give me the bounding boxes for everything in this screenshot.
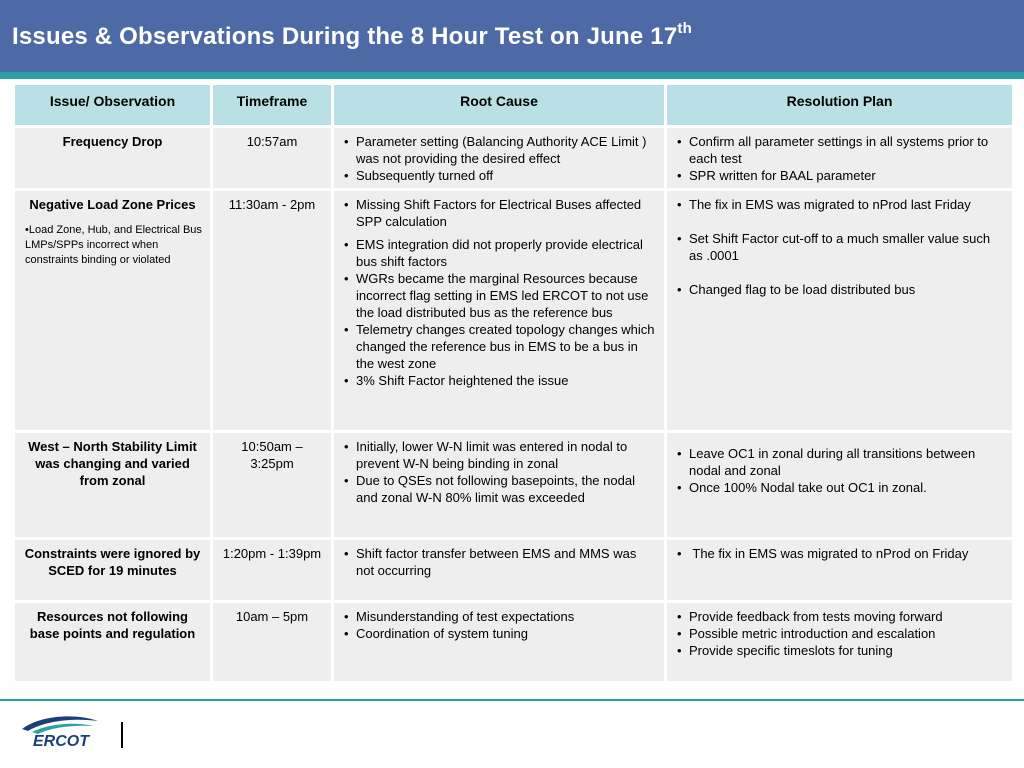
table-row <box>15 128 1012 188</box>
ercot-logo <box>18 712 104 752</box>
timeframe-cell: 1:20pm - 1:39pm <box>213 540 331 600</box>
root-cause-cell <box>334 191 664 430</box>
resolution-item: • Leave OC1 in zonal during all transitions between nodal and zonal <box>673 445 1006 479</box>
root-cause-item: • Due to QSEs not following basepoints, the nodal and zonal W-N 80% limit was exceeded <box>340 472 658 506</box>
resolution-cell <box>667 603 1012 681</box>
root-cause-cell <box>334 128 664 188</box>
root-cause-item: • WGRs became the marginal Resources because incorrect flag setting in EMS led ERCOT to not use the load distributed bus as the reference bus <box>340 270 658 321</box>
issue-cell <box>15 540 210 600</box>
footer-vertical-divider <box>121 722 123 748</box>
slide-title-superscript: th <box>677 20 692 37</box>
root-cause-cell <box>334 433 664 537</box>
issues-table <box>12 82 1015 684</box>
footer-divider-line <box>0 699 1024 701</box>
resolution-item: • Possible metric introduction and escalation <box>673 625 1006 642</box>
issue-cell <box>15 603 210 681</box>
resolution-item: • Provide specific timeslots for tuning <box>673 642 1006 659</box>
issue-title: West – North Stability Limit was changing and varied from zonal <box>28 439 197 488</box>
issue-note: •Load Zone, Hub, and Electrical Bus LMPs/SPPs incorrect when constraints binding or violated <box>25 224 202 266</box>
issue-title: Constraints were ignored by SCED for 19 minutes <box>24 546 201 578</box>
table-row <box>15 540 1012 600</box>
resolution-item: • Changed flag to be load distributed bus <box>673 281 1006 298</box>
root-cause-item: • Coordination of system tuning <box>340 625 658 642</box>
slide-title <box>12 22 692 51</box>
header-accent-stripe <box>0 72 1024 79</box>
resolution-item: • Set Shift Factor cut-off to a much smaller value such as .0001 <box>673 230 1006 264</box>
table-header-row <box>15 85 1012 125</box>
table-row <box>15 433 1012 537</box>
root-cause-item: • Initially, lower W-N limit was entered in nodal to prevent W-N being binding in zonal <box>340 438 658 472</box>
resolution-item: • Provide feedback from tests moving forward <box>673 608 1006 625</box>
slide-title-text: Issues & Observations During the 8 Hour Test on June 17 <box>12 23 678 50</box>
header-resolution-plan: Resolution Plan <box>667 85 1012 125</box>
timeframe-cell: 11:30am - 2pm <box>213 191 331 430</box>
timeframe-cell: 10am – 5pm <box>213 603 331 681</box>
header-root-cause: Root Cause <box>334 85 664 125</box>
root-cause-item: • Parameter setting (Balancing Authority ACE Limit ) was not providing the desired effect <box>340 133 658 167</box>
ercot-logo-icon <box>18 712 104 752</box>
issue-title: Negative Load Zone Prices <box>29 197 196 212</box>
root-cause-cell <box>334 540 664 600</box>
resolution-item: • Confirm all parameter settings in all systems prior to each test <box>673 133 1006 167</box>
root-cause-item: • EMS integration did not properly provide electrical bus shift factors <box>340 236 658 270</box>
root-cause-item: • 3% Shift Factor heightened the issue <box>340 372 658 389</box>
header-issue: Issue/ Observation <box>15 85 210 125</box>
root-cause-item: • Missing Shift Factors for Electrical Buses affected SPP calculation <box>340 196 658 230</box>
timeframe-cell: 10:50am – 3:25pm <box>213 433 331 537</box>
table-row <box>15 191 1012 430</box>
table-row <box>15 603 1012 681</box>
resolution-cell <box>667 433 1012 537</box>
resolution-item: • The fix in EMS was migrated to nProd last Friday <box>673 196 1006 213</box>
root-cause-item: • Misunderstanding of test expectations <box>340 608 658 625</box>
resolution-item: • The fix in EMS was migrated to nProd on Friday <box>673 545 1006 562</box>
issue-title: Resources not following base points and regulation <box>29 609 196 641</box>
root-cause-cell <box>334 603 664 681</box>
issue-title: Frequency Drop <box>62 134 163 149</box>
root-cause-item: • Shift factor transfer between EMS and MMS was not occurring <box>340 545 658 579</box>
issue-cell <box>15 433 210 537</box>
resolution-item: • Once 100% Nodal take out OC1 in zonal. <box>673 479 1006 496</box>
resolution-cell <box>667 128 1012 188</box>
title-bar <box>0 0 1024 72</box>
logo-wordmark: ERCOT <box>33 733 89 750</box>
timeframe-cell: 10:57am <box>213 128 331 188</box>
resolution-cell <box>667 540 1012 600</box>
root-cause-item: • Telemetry changes created topology changes which changed the reference bus in EMS to be a bus in the west zone <box>340 321 658 372</box>
resolution-item: • SPR written for BAAL parameter <box>673 167 1006 184</box>
header-timeframe: Timeframe <box>213 85 331 125</box>
root-cause-item: • Subsequently turned off <box>340 167 658 184</box>
issue-cell <box>15 191 210 430</box>
resolution-cell <box>667 191 1012 430</box>
issue-cell <box>15 128 210 188</box>
